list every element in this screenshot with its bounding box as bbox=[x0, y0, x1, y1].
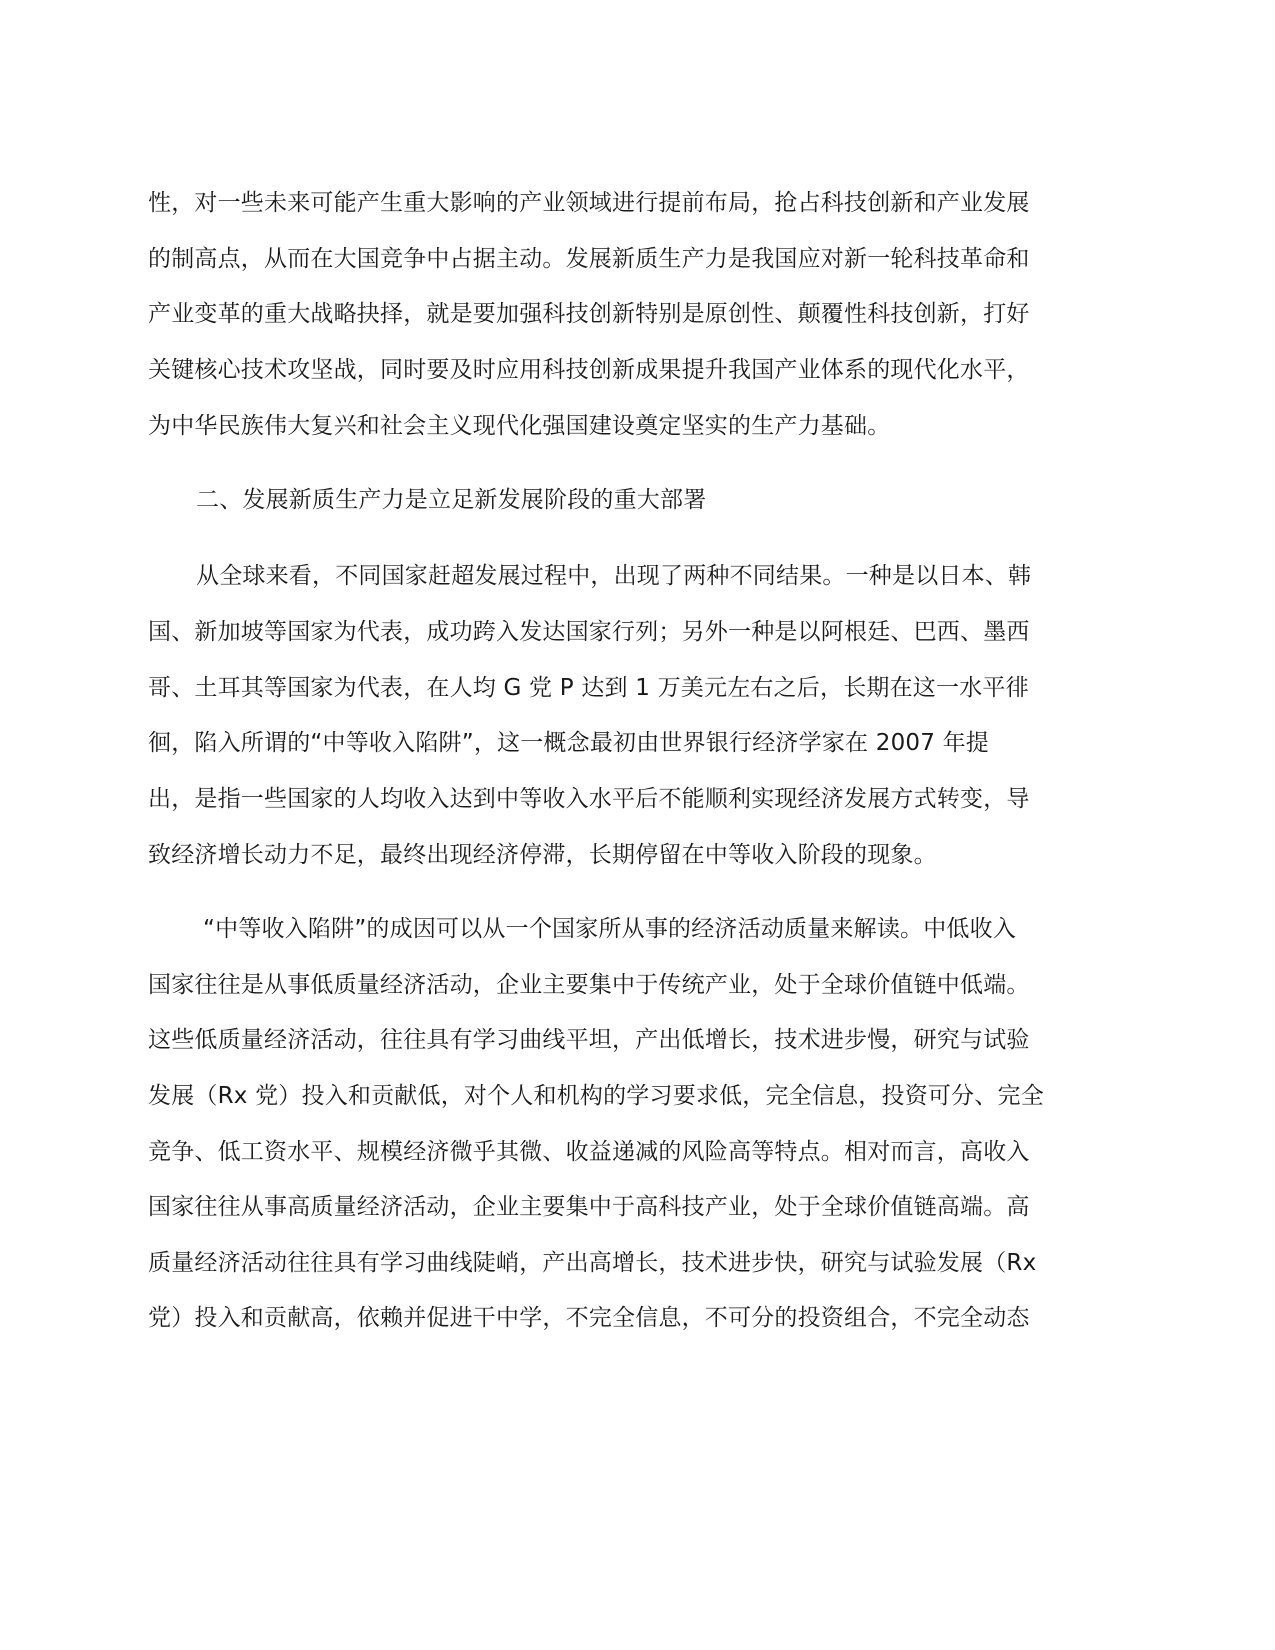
section-heading: 二、发展新质生产力是立足新发展阶段的重大部署 bbox=[196, 487, 707, 513]
paragraph-1-line-1: 性，对一些未来可能产生重大影响的产业领域进行提前布局，抢占科技创新和产业发展 bbox=[148, 190, 1030, 216]
paragraph-2-line-2: 国、新加坡等国家为代表，成功跨入发达国家行列；另外一种是以阿根廷、巴西、墨西 bbox=[148, 619, 1030, 645]
paragraph-1-line-3: 产业变革的重大战略抉择，就是要加强科技创新特别是原创性、颠覆性科技创新，打好 bbox=[148, 301, 1030, 327]
paragraph-2-line-6: 致经济增长动力不足，最终出现经济停滞，长期停留在中等收入阶段的现象。 bbox=[148, 842, 937, 868]
paragraph-2-line-1: 从全球来看，不同国家赶超发展过程中，出现了两种不同结果。一种是以日本、韩 bbox=[196, 563, 1032, 589]
paragraph-3-line-4: 发展（Rx 党）投入和贡献低，对个人和机构的学习要求低，完全信息，投资可分、完全 bbox=[148, 1083, 1044, 1109]
paragraph-3-line-5: 竞争、低工资水平、规模经济微乎其微、收益递减的风险高等特点。相对而言，高收入 bbox=[148, 1139, 1030, 1165]
paragraph-2-line-3: 哥、土耳其等国家为代表，在人均 G 党 P 达到 1 万美元左右之后，长期在这一水平徘 bbox=[148, 675, 1029, 701]
paragraph-3-line-6: 国家往往从事高质量经济活动，企业主要集中于高科技产业，处于全球价值链高端。高 bbox=[148, 1194, 1030, 1220]
paragraph-2-line-4: 徊，陷入所谓的“中等收入陷阱”，这一概念最初由世界银行经济学家在 2007 年提 bbox=[148, 730, 989, 756]
paragraph-1-line-2: 的制高点，从而在大国竞争中占据主动。发展新质生产力是我国应对新一轮科技革命和 bbox=[148, 246, 1030, 272]
paragraph-2-line-5: 出，是指一些国家的人均收入达到中等收入水平后不能顺利实现经济发展方式转变，导 bbox=[148, 786, 1030, 812]
paragraph-3-line-1: “中等收入陷阱”的成因可以从一个国家所从事的经济活动质量来解读。中低收入 bbox=[203, 916, 1017, 942]
paragraph-1-line-4: 关键核心技术攻坚战，同时要及时应用科技创新成果提升我国产业体系的现代化水平， bbox=[148, 357, 1030, 383]
paragraph-3-line-7: 质量经济活动往往具有学习曲线陡峭，产出高增长，技术进步快，研究与试验发展（Rx bbox=[148, 1250, 1037, 1276]
paragraph-3-line-8: 党）投入和贡献高，依赖并促进干中学，不完全信息，不可分的投资组合，不完全动态 bbox=[148, 1305, 1030, 1331]
paragraph-1-line-5: 为中华民族伟大复兴和社会主义现代化强国建设奠定坚实的生产力基础。 bbox=[148, 413, 891, 439]
paragraph-3-line-3: 这些低质量经济活动，往往具有学习曲线平坦，产出低增长，技术进步慢，研究与试验 bbox=[148, 1027, 1030, 1053]
paragraph-3-line-2: 国家往往是从事低质量经济活动，企业主要集中于传统产业，处于全球价值链中低端。 bbox=[148, 972, 1030, 998]
